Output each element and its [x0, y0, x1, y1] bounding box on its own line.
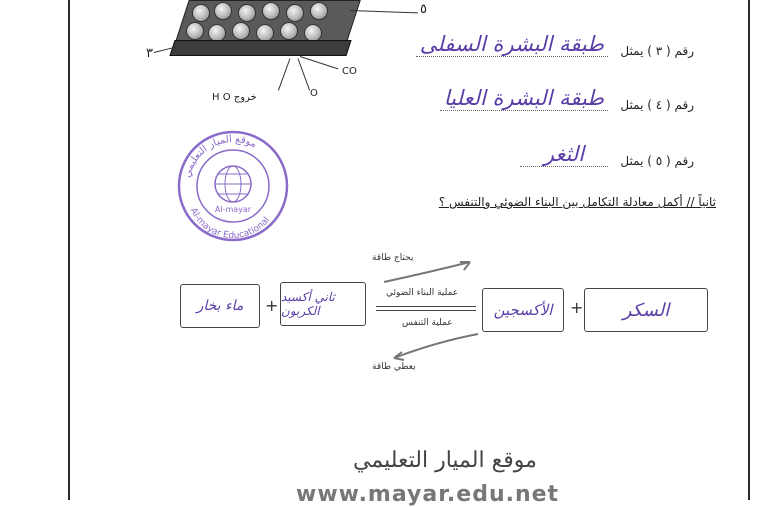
product-carbon-dioxide-box: [280, 282, 366, 326]
leaf-cell: [214, 2, 232, 20]
co2-arrow: [300, 56, 338, 69]
reactant-oxygen-box: [482, 288, 564, 332]
energy-out-arrow: [386, 330, 486, 362]
handwritten-answer: ثاني أكسيد الكربون: [281, 290, 335, 318]
handwritten-answer: السكر: [622, 299, 670, 321]
diagram-label-5: ٥: [420, 2, 427, 17]
lower-epidermis-layer: [169, 40, 351, 56]
handwritten-answer: الأكسجين: [493, 301, 553, 319]
stamp-arabic-text: موقع الميار التعليمي: [181, 133, 259, 179]
leaf-cell: [262, 2, 280, 20]
answer-label: رقم ( ٤ ) يمثل: [620, 98, 694, 112]
photosynthesis-label: عملية البناء الضوئي: [386, 288, 459, 298]
gives-energy-label: يعطي طاقة: [372, 362, 416, 372]
answer-row-5: [374, 142, 694, 176]
answer-label: رقم ( ٣ ) يمثل: [620, 44, 694, 58]
stamp-brand-text: Al-mayar: [214, 205, 252, 214]
energy-in-arrow: [380, 256, 480, 286]
handwritten-answer: الثغر: [520, 142, 608, 167]
answer-label: رقم ( ٥ ) يمثل: [620, 154, 694, 168]
answer-row-4: [374, 86, 694, 120]
reactant-sugar-box: [584, 288, 708, 332]
leaf-cell: [310, 2, 328, 20]
leaf-cell: [186, 22, 204, 40]
leaf-cell: [286, 4, 304, 22]
answer-row-3: [374, 32, 694, 66]
page-left-border: [68, 0, 70, 500]
backward-arrow: [376, 310, 476, 311]
leaf-cell: [232, 22, 250, 40]
diagram-label-3: ٣: [146, 46, 153, 61]
co2-label: CO: [342, 66, 357, 77]
site-url: www.mayar.edu.net: [296, 482, 560, 507]
o2-arrow: [298, 58, 311, 90]
globe-icon: [215, 166, 251, 202]
site-name: موقع الميار التعليمي: [353, 448, 537, 473]
handwritten-answer: طبقة البشرة العليا: [440, 86, 608, 111]
pointer-line: [350, 10, 418, 13]
plus-sign: +: [265, 296, 279, 315]
leaf-cell: [238, 4, 256, 22]
h2o-arrow: [278, 58, 291, 90]
product-water-vapor-box: [180, 284, 260, 328]
mayar-stamp: [175, 128, 291, 244]
h2o-exit-label: H O خروج: [212, 92, 257, 103]
question-2-heading: ثانياً // أكمل معادلة التكامل بين البناء الضوئي والتنفس ؟: [438, 195, 716, 209]
page-right-border: [748, 0, 750, 500]
plus-sign: +: [570, 298, 584, 317]
forward-arrow: [376, 306, 476, 307]
needs-energy-label: يحتاج طاقة: [372, 253, 414, 263]
stamp-latin-text: Al-mayar Educational: [187, 206, 273, 242]
o2-label: O: [310, 88, 318, 99]
leaf-cell: [280, 22, 298, 40]
respiration-label: عملية التنفس: [402, 318, 453, 328]
handwritten-answer: طبقة البشرة السفلى: [416, 32, 608, 57]
handwritten-answer: ماء بخار: [196, 298, 244, 314]
leaf-cell: [192, 4, 210, 22]
